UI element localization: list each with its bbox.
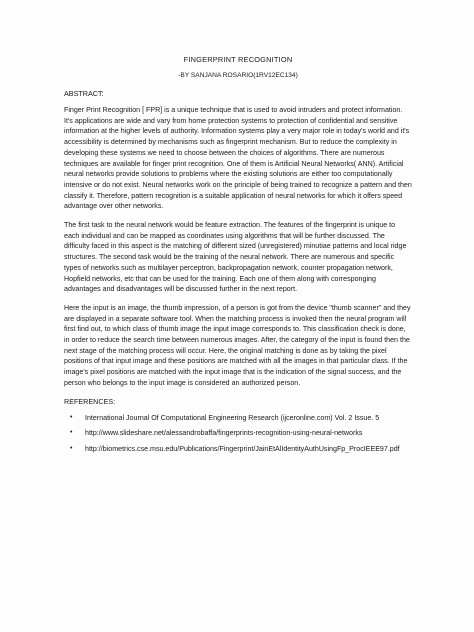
bullet-icon: • xyxy=(70,429,73,437)
reference-text: International Journal Of Computational Engineering Research (ijceronline.com) Vol. 2 Issue. 5 xyxy=(85,413,380,422)
reference-item xyxy=(64,413,412,424)
document-author: -BY SANJANA ROSARIO(1RV12EC134) xyxy=(178,72,298,79)
references-heading: REFERENCES: xyxy=(64,396,116,406)
bullet-icon: • xyxy=(70,444,73,452)
paragraph-matching-process: Here the input is an image, the thumb impression, of a person is got from the device "thumb scanner" and they are displayed in a separate software tool. When the matching process is invoked then the neural program will first find out, to which class of thumb image the input image corresponds to. This classification check is done, in order to reduce the search time between numerous images. After, the category of the input is found then the next stage of the matching process will occur. Here, the original matching is done as by taking the pixel positions of that input image and these positions are matched with all the images in that particular class. If the image's pixel positions are matched with the input image that is the indication of the signal success, and the person who belongs to the input image is considered an authorized person. xyxy=(64,303,411,387)
paragraph-abstract: Finger Print Recognition [ FPR] is a unique technique that is used to avoid intruders and protect information. It's applications are wide and vary from home protection systems to protection of confidential and sensitive information at the higher levels of authority. Information systems play a very major role in today's world and it's accessibility is determined by mechanisms such as fingerprint mechanism. But to reduce the complexity in developing these systems we need to choose between the choices of algorithms. There are numerous techniques are available for finger print recognition. One of them is Artificial Neural Networks( ANN). Artificial neural networks provide solutions to problems where the existing solutions are either too computationally intensive or do not exist. Neural networks work on the principle of being trained to recognize a pattern and then classify it. Therefore, pattern recognition is a suitable application of neural networks for which it offers speed advantage over other networks. xyxy=(64,106,412,211)
reference-item xyxy=(64,428,412,439)
references-list xyxy=(64,413,412,455)
bullet-icon: • xyxy=(70,413,73,421)
paragraph-feature-extraction: The first task to the neural network would be feature extraction. The features of the fingerprint is unique to each individual and can be mapped as coordinates using algorithms that will be further discussed. The difficulty faced in this aspect is the matching of different sized (unregistered) minutiae patterns and local ridge structures. The second task would be the training of the neural network. There are numerous and specific types of networks such as multilayer perceptron, backpropagation network, counter propagation network, Hopfield networks, etc that can be used for the training. Each one of them along with corresponging advantages and disadvantages will be discussed further in the next report. xyxy=(64,221,407,294)
reference-link[interactable]: http://biometrics.cse.msu.edu/Publications/Fingerprint/JainEtAlIdentityAuthUsingFp_ProcIEEE97.pdf xyxy=(85,444,400,453)
document-title: FINGERPRINT RECOGNITION xyxy=(183,55,293,64)
reference-link[interactable]: http://www.slideshare.net/alessandrobaffa/fingerprints-recognition-using-neural-networks xyxy=(85,429,363,438)
abstract-heading: ABSTRACT: xyxy=(64,89,104,98)
reference-item xyxy=(64,444,412,455)
